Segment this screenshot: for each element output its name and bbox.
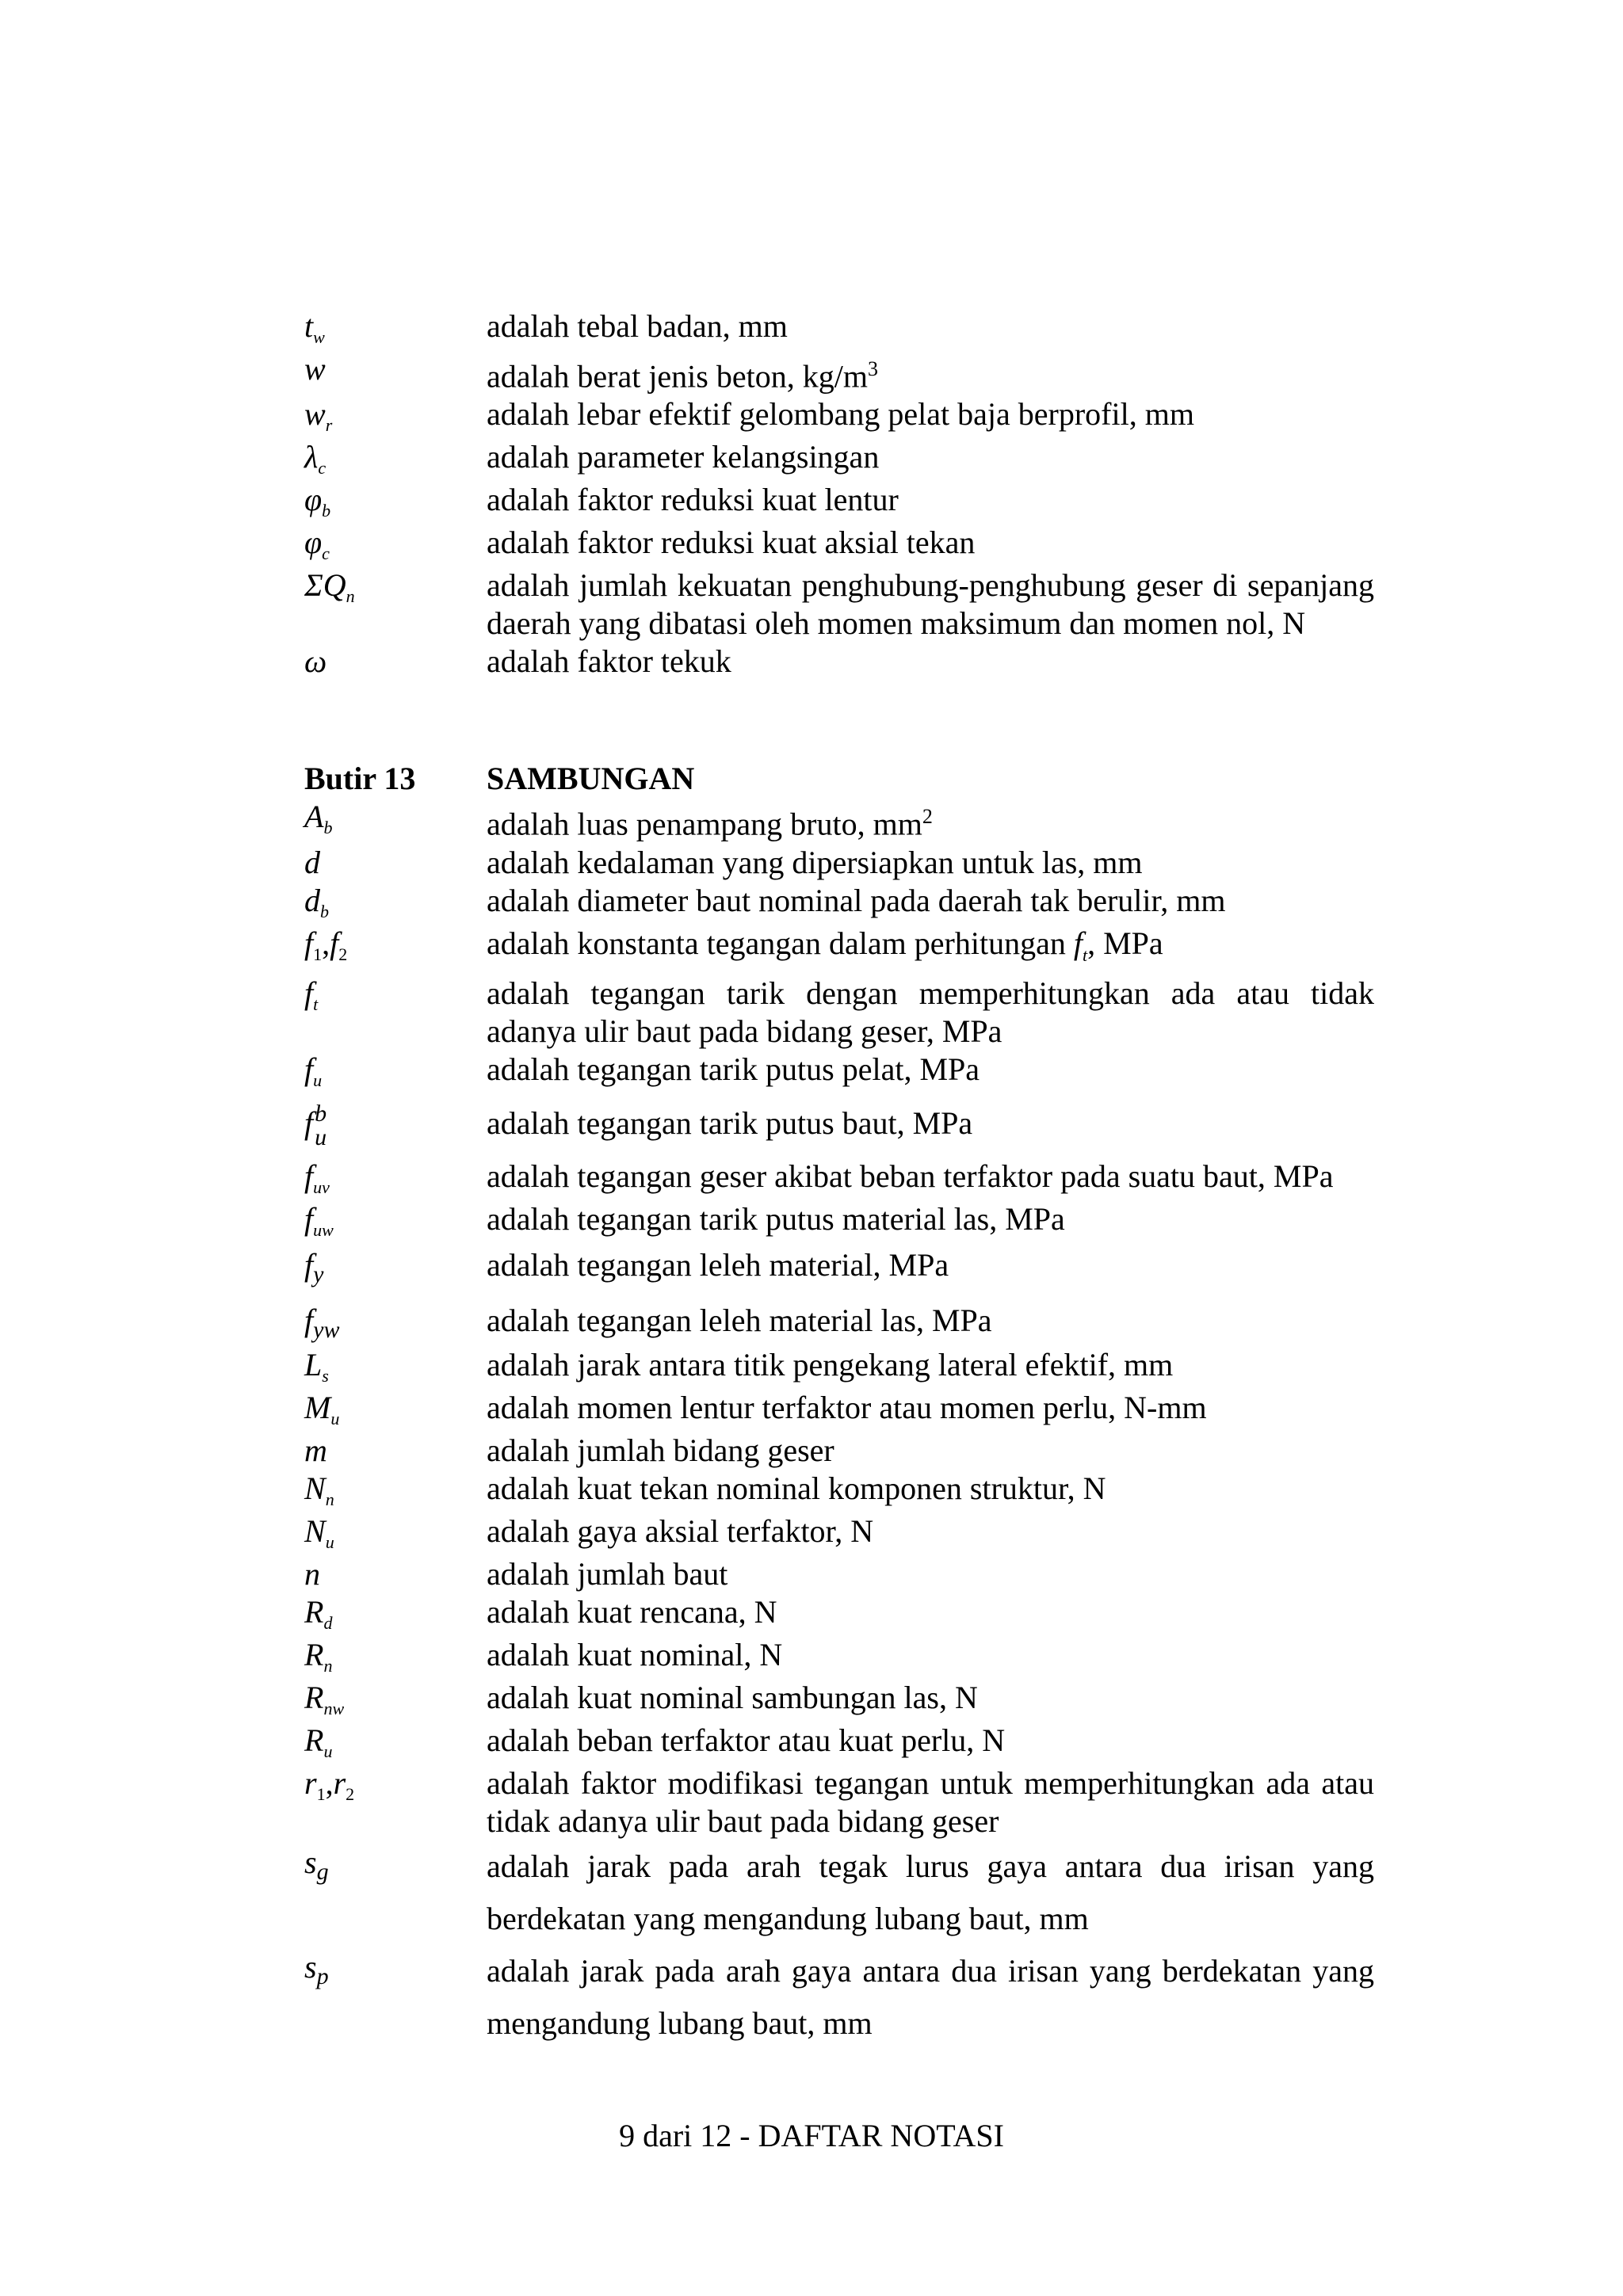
notation-row xyxy=(304,1389,1374,1432)
notation-row xyxy=(304,925,1374,974)
notation-row xyxy=(304,1346,1374,1389)
notation-symbol: $L_s$ xyxy=(304,1347,329,1386)
notation-symbol: $M_u$ xyxy=(304,1390,340,1429)
notation-row xyxy=(304,1555,1374,1593)
notation-row xyxy=(304,974,1374,1051)
notation-definition: adalah parameter kelangsingan xyxy=(487,439,880,475)
notation-symbol: w xyxy=(304,351,326,387)
notation-row xyxy=(304,1158,1374,1200)
notation-row xyxy=(304,1679,1374,1722)
notation-row xyxy=(304,1299,1374,1346)
notation-symbol: $N_u$ xyxy=(304,1513,334,1553)
notation-definition: adalah kuat rencana, N xyxy=(487,1594,777,1630)
notation-symbol: $\varphi_b$ xyxy=(304,482,331,521)
notation-row xyxy=(304,1722,1374,1764)
notation-symbol: $f_{yw}$ xyxy=(304,1302,340,1344)
notation-symbol: $f_t$ xyxy=(304,974,319,1014)
notation-row xyxy=(304,438,1374,481)
notation-row xyxy=(304,524,1374,566)
notation-definition: adalah tegangan tarik putus material las, MPa xyxy=(487,1201,1065,1238)
notation-row xyxy=(304,395,1374,438)
notation-definition: adalah faktor modifikasi tegangan untuk memperhitungkan ada atau tidak adanya ulir baut pada bidang geser xyxy=(487,1765,1374,1840)
notation-definition: adalah jarak pada arah tegak lurus gaya antara dua irisan yang berdekatan yang mengandung lubang baut, mm xyxy=(487,1848,1374,1937)
notation-symbol: $t_w$ xyxy=(304,308,325,347)
notation-row xyxy=(304,1243,1374,1291)
notation-definition: adalah jarak pada arah gaya antara dua irisan yang berdekatan yang mengandung lubang baut, mm xyxy=(487,1953,1374,2042)
notation-symbol: $d_b$ xyxy=(304,882,329,921)
notation-symbol: $R_{nw}$ xyxy=(304,1680,345,1719)
section-label: Butir 13 xyxy=(304,761,416,797)
notation-definition: adalah kuat tekan nominal komponen struktur, N xyxy=(487,1470,1106,1507)
notation-definition: adalah lebar efektif gelombang pelat baja berprofil, mm xyxy=(487,396,1194,433)
notation-definition: adalah tebal badan, mm xyxy=(487,308,788,344)
notation-row xyxy=(304,643,1374,681)
notation-symbol: $s_p$ xyxy=(304,1949,329,1990)
notation-row xyxy=(304,1470,1374,1512)
notation-definition: adalah tegangan tarik putus pelat, MPa xyxy=(487,1051,980,1087)
notation-definition: adalah jumlah kekuatan penghubung-penghubung geser di sepanjang daerah yang dibatasi oleh momen maksimum dan momen nol, N xyxy=(487,567,1374,642)
notation-definition: adalah gaya aksial terfaktor, N xyxy=(487,1513,874,1550)
notation-symbol: $\lambda_c$ xyxy=(304,439,327,479)
notation-definition: adalah faktor tekuk xyxy=(487,643,731,680)
notation-definition: adalah tegangan tarik putus baut, MPa xyxy=(487,1104,973,1141)
notation-definition: adalah berat jenis beton, $kg/m^3$ xyxy=(487,357,878,395)
notation-definition: adalah jumlah baut xyxy=(487,1556,728,1592)
notation-row xyxy=(304,1101,1374,1150)
notation-row xyxy=(304,1945,1374,2050)
notation-row xyxy=(304,1051,1374,1093)
notation-symbol: $\varphi_c$ xyxy=(304,524,330,564)
notation-row xyxy=(304,798,1374,843)
notation-row xyxy=(304,1593,1374,1636)
notation-row xyxy=(304,1432,1374,1470)
notation-row xyxy=(304,1764,1374,1840)
page-footer: 9 dari 12 - DAFTAR NOTASI xyxy=(619,2118,1004,2153)
section-title: SAMBUNGAN xyxy=(487,761,695,797)
notation-symbol: n xyxy=(304,1556,320,1592)
notation-symbol: $w_r$ xyxy=(304,396,333,436)
notation-symbol: $R_u$ xyxy=(304,1722,333,1762)
notation-row xyxy=(304,1840,1374,1945)
notation-symbol: $r_1,r_2$ xyxy=(304,1765,355,1805)
notation-symbol: $A_b$ xyxy=(304,799,333,838)
notation-symbol: $R_d$ xyxy=(304,1594,333,1634)
notation-definition: adalah tegangan leleh material, MPa xyxy=(487,1247,949,1283)
notation-definition: adalah momen lentur terfaktor atau momen perlu, N-mm xyxy=(487,1390,1207,1426)
notation-definition: adalah kedalaman yang dipersiapkan untuk las, mm xyxy=(487,844,1143,880)
notation-symbol: $R_n$ xyxy=(304,1637,333,1676)
notation-symbol: $N_n$ xyxy=(304,1470,334,1510)
notation-definition: adalah konstanta tegangan dalam perhitungan $f_t$, MPa xyxy=(487,925,1163,965)
notation-definition: adalah tegangan tarik dengan memperhitungkan ada atau tidak adanya ulir baut pada bidang geser, MPa xyxy=(487,974,1374,1049)
notation-definition: adalah jumlah bidang geser xyxy=(487,1432,834,1469)
notation-symbol: $f_y$ xyxy=(304,1247,324,1288)
notation-row xyxy=(304,882,1374,925)
notation-definition: adalah kuat nominal, N xyxy=(487,1637,783,1673)
notation-definition: adalah beban terfaktor atau kuat perlu, N xyxy=(487,1722,1006,1759)
notation-row xyxy=(304,1512,1374,1555)
notation-symbol: $f_u$ xyxy=(304,1051,323,1090)
notation-symbol: $f_1,f_2$ xyxy=(304,925,348,964)
notation-definition: adalah kuat nominal sambungan las, N xyxy=(487,1680,978,1716)
notation-definition: adalah diameter baut nominal pada daerah tak berulir, mm xyxy=(487,882,1226,918)
notation-symbol: $s_g$ xyxy=(304,1844,329,1886)
notation-definition: adalah faktor reduksi kuat lentur xyxy=(487,482,899,518)
notation-definition: adalah tegangan leleh material las, MPa xyxy=(487,1302,992,1339)
notation-symbol: d xyxy=(304,844,320,880)
notation-definition: adalah tegangan geser akibat beban terfaktor pada suatu baut, MPa xyxy=(487,1158,1334,1195)
notation-definition: adalah faktor reduksi kuat aksial tekan xyxy=(487,524,976,561)
section-heading xyxy=(304,760,1374,798)
notation-symbol: ω xyxy=(304,643,327,680)
notation-definition: adalah luas penampang bruto, $mm^2$ xyxy=(487,805,933,842)
notation-symbol: $f_{uv}$ xyxy=(304,1158,330,1198)
notation-row xyxy=(304,481,1374,524)
notation-list xyxy=(304,307,1374,2050)
notation-symbol: f b u xyxy=(304,1100,327,1151)
notation-definition: adalah jarak antara titik pengekang lateral efektif, mm xyxy=(487,1347,1174,1383)
notation-row xyxy=(304,566,1374,643)
notation-symbol: $\Sigma Q_n$ xyxy=(304,567,355,607)
notation-row xyxy=(304,1200,1374,1243)
notation-row xyxy=(304,307,1374,350)
notation-symbol: m xyxy=(304,1432,327,1469)
notation-row xyxy=(304,1636,1374,1679)
notation-row xyxy=(304,350,1374,395)
notation-row xyxy=(304,844,1374,882)
notation-symbol: $f_{uw}$ xyxy=(304,1201,334,1241)
